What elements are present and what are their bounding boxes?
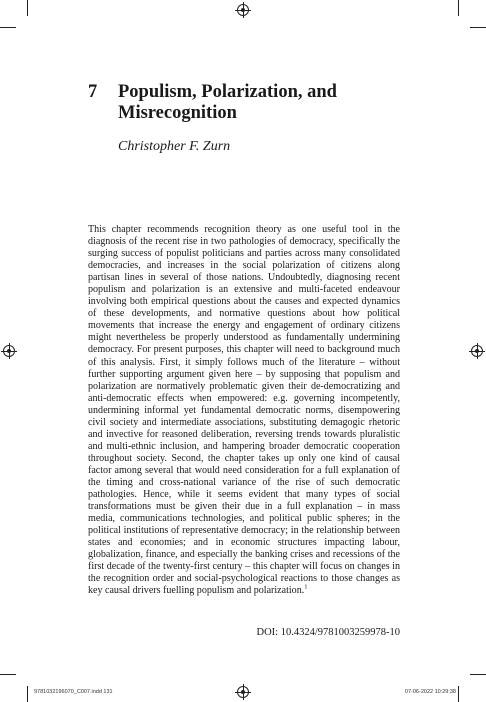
- abstract-text: This chapter recommends recognition theory as one useful tool in the diagnosis of the recent rise in two pathologies of democracy, specifically the surging success of populist politicians and parties across many consolidated democracies, and increases in the social polarization of citizens along partisan lines in several of those nations. Undoubtedly, diagnosing recent populism and polarization is an extensive and multi-faceted endeavour involving both empirical questions about the causes and expected dynamics of these developments, and normative questions about how political movements that increase the energy and engagement of ordinary citizens might nevertheless be properly understood as fundamentally undermining democracy. For present purposes, this chapter will need to background much of this analysis. First, it simply follows much of the literature – without further supporting argument given here – by supposing that populism and polarization are normatively problematic given their de-democratizing and anti-democratic effects when empowered: e.g. governing incompetently, undermining informal yet fundamental democratic norms, disempowering civil society and intermediate associations, substituting demagogic rhetoric and invective for reasoned deliberation, reversing trends towards pluralistic and multi-ethnic inclusion, and hampering broader democratic cooperation throughout society. Second, the chapter takes up only one kind of causal factor among several that would need consideration for a full explanation of the timing and cross-national variance of the rise of such democratic pathologies. Hence, while it seems evident that many types of social transformations must be given their due in a full explanation – in mass media, communications technologies, and political public spheres; in the political institutions of representative democracy; in the relationship between states and economies; and in economic structures impacting labour, globalization, finance, and especially the banking crises and recessions of the first decade of the twenty-first century – this chapter will focus on changes in the recognition order and social-psychological reactions to those changes as key causal drivers fuelling populism and polarization.: [88, 224, 400, 597]
- registration-mark-icon: [3, 345, 15, 357]
- crop-mark: [470, 27, 486, 28]
- crop-mark: [27, 0, 28, 16]
- crop-mark: [0, 674, 16, 675]
- chapter-title: Populism, Polarization, and Misrecognition: [118, 82, 337, 123]
- footnote-ref[interactable]: 1: [304, 584, 308, 592]
- doi-link[interactable]: DOI: 10.4324/9781003259978-10: [256, 627, 400, 638]
- crop-mark: [0, 27, 16, 28]
- crop-mark: [458, 686, 459, 702]
- crop-mark: [27, 686, 28, 702]
- registration-mark-icon: [237, 686, 249, 698]
- registration-mark-icon: [237, 4, 249, 16]
- registration-mark-icon: [471, 345, 483, 357]
- chapter-number: 7: [88, 82, 98, 102]
- chapter-author: Christopher F. Zurn: [118, 139, 231, 154]
- crop-mark: [458, 0, 459, 16]
- crop-mark: [470, 674, 486, 675]
- slug-file: 9781032196070_C007.indd 131: [34, 689, 113, 695]
- abstract-paragraph: [88, 224, 400, 597]
- slug-datetime: 07-06-2022 10:29:38: [404, 689, 456, 695]
